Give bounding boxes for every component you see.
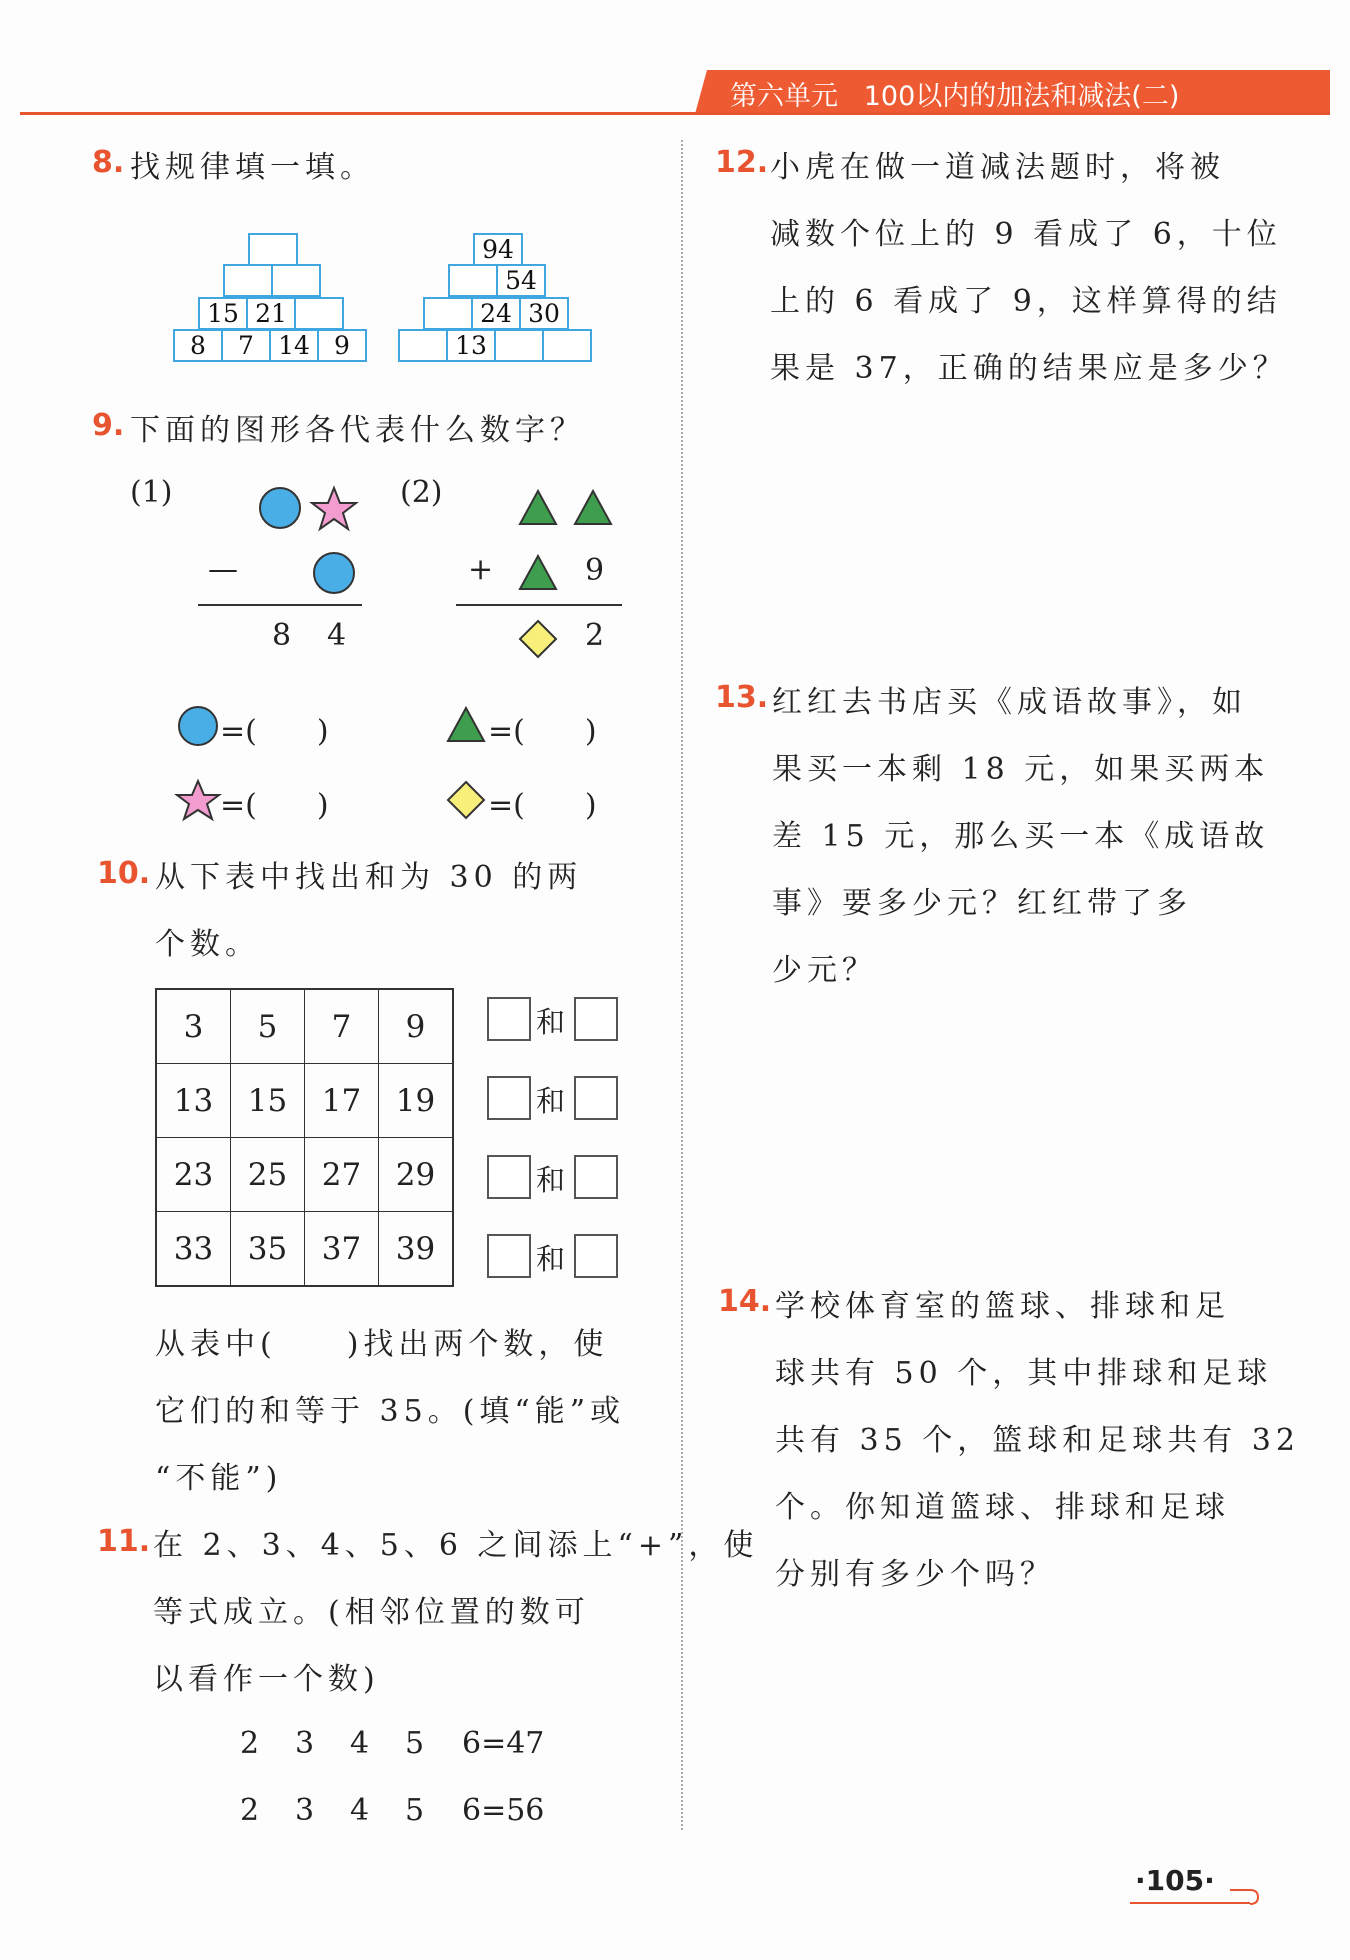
answer-box[interactable] <box>487 1076 531 1120</box>
diamond-icon <box>520 621 556 657</box>
q14-line: 分别有多少个吗？ <box>775 1557 1055 1592</box>
plus-sign: + <box>468 552 494 587</box>
eq-result: 6=56 <box>462 1793 545 1828</box>
q14-number: 14. <box>718 1284 772 1319</box>
star-icon <box>312 488 356 529</box>
triangle-icon <box>448 708 484 741</box>
answer-box[interactable] <box>487 997 531 1041</box>
he-label: 和 <box>536 1163 566 1197</box>
he-label: 和 <box>536 1084 566 1118</box>
table-cell: 39 <box>379 1212 454 1287</box>
number-table <box>155 988 454 1287</box>
eq-digit: 5 <box>405 1726 425 1761</box>
eq-digit: 5 <box>405 1793 425 1828</box>
result-digit: 4 <box>327 618 347 653</box>
q14-line: 球共有 50 个，其中排球和足球 <box>775 1356 1273 1391</box>
circle-icon <box>179 707 217 745</box>
pyr2-cell: 54 <box>496 264 546 297</box>
eq-digit: 4 <box>350 1726 370 1761</box>
q9-number: 9. <box>92 408 125 443</box>
diamond-answer[interactable]: =( ) <box>488 788 597 823</box>
q13-number: 13. <box>715 680 769 715</box>
pyr2-cell: 30 <box>519 297 569 330</box>
table-cell: 13 <box>156 1064 231 1138</box>
pyr1-cell: 9 <box>317 329 367 362</box>
q10-followup: 它们的和等于 35。(填“能”或 <box>155 1394 626 1429</box>
eq-digit: 3 <box>295 1793 315 1828</box>
q12-line: 上的 6 看成了 9，这样算得的结 <box>770 284 1282 319</box>
q11-line: 以看作一个数) <box>153 1662 380 1697</box>
pyr1-cell: 7 <box>221 329 271 362</box>
eq-digit: 2 <box>240 1726 260 1761</box>
answer-box[interactable] <box>574 1234 618 1278</box>
pyr1-cell: 21 <box>246 297 296 330</box>
star-icon <box>177 781 219 819</box>
eq-digit: 3 <box>295 1726 315 1761</box>
q10-number: 10. <box>97 856 151 891</box>
diamond-icon <box>448 782 484 818</box>
table-cell: 17 <box>305 1064 379 1138</box>
table-row <box>156 1064 453 1138</box>
table-cell: 37 <box>305 1212 379 1287</box>
triangle-icon <box>520 556 556 589</box>
table-cell: 9 <box>379 989 454 1064</box>
table-cell: 35 <box>231 1212 305 1287</box>
eq-result: 6=47 <box>462 1726 545 1761</box>
q13-line: 红红去书店买《成语故事》，如 <box>772 685 1247 720</box>
pyr1-cell: 14 <box>269 329 319 362</box>
table-row <box>156 1212 453 1287</box>
q14-line: 共有 35 个，篮球和足球共有 32 <box>775 1423 1300 1458</box>
circle-icon <box>314 553 354 593</box>
table-cell: 5 <box>231 989 305 1064</box>
table-cell: 25 <box>231 1138 305 1212</box>
q13-line: 事》要多少元？红红带了多 <box>772 886 1192 921</box>
q12-line: 小虎在做一道减法题时，将被 <box>770 150 1225 185</box>
circle-answer[interactable]: =( ) <box>220 714 329 749</box>
answer-box[interactable] <box>574 1076 618 1120</box>
pyr2-cell: 24 <box>471 297 521 330</box>
q13-line: 果买一本剩 18 元，如果买两本 <box>772 752 1270 787</box>
q12-line: 果是 37，正确的结果应是多少？ <box>770 351 1288 386</box>
q12-line: 减数个位上的 9 看成了 6，十位 <box>770 217 1282 252</box>
result-digit: 2 <box>585 618 605 653</box>
table-cell: 33 <box>156 1212 231 1287</box>
q14-line: 个。你知道篮球、排球和足球 <box>775 1490 1230 1525</box>
table-row <box>156 1138 453 1212</box>
q9-part1-label: (1) <box>130 475 173 510</box>
he-label: 和 <box>536 1242 566 1276</box>
result-digit: 8 <box>272 618 292 653</box>
pyr2-cell: 94 <box>473 233 523 266</box>
pyr2-cell: 13 <box>446 329 496 362</box>
table-cell: 3 <box>156 989 231 1064</box>
q9-text: 下面的图形各代表什么数字？ <box>130 413 585 448</box>
table-row <box>156 989 453 1064</box>
header-title <box>730 74 1179 113</box>
circle-icon <box>260 488 300 528</box>
q8-number: 8. <box>92 145 125 180</box>
table-cell: 23 <box>156 1138 231 1212</box>
eq-digit: 4 <box>350 1793 370 1828</box>
triangle-icon <box>520 491 556 524</box>
q11-line: 在 2、3、4、5、6 之间添上“+”，使 <box>153 1528 759 1563</box>
q10-line: 个数。 <box>155 927 260 962</box>
he-label: 和 <box>536 1005 566 1039</box>
q11-line: 等式成立。(相邻位置的数可 <box>153 1595 590 1630</box>
table-cell: 27 <box>305 1138 379 1212</box>
q13-line: 差 15 元，那么买一本《成语故 <box>772 819 1270 854</box>
star-answer[interactable]: =( ) <box>220 788 329 823</box>
q10-line: 从下表中找出和为 30 的两 <box>155 860 583 895</box>
page-hook-icon <box>1228 1884 1262 1910</box>
q13-line: 少元？ <box>772 953 877 988</box>
page-number: ·105· <box>1135 1864 1215 1897</box>
triangle-icon <box>575 491 611 524</box>
answer-box[interactable] <box>487 1234 531 1278</box>
table-cell: 29 <box>379 1138 454 1212</box>
pyr1-cell: 15 <box>198 297 248 330</box>
q9-part2-label: (2) <box>400 475 443 510</box>
table-cell: 7 <box>305 989 379 1064</box>
pyr1-cell: 8 <box>173 329 223 362</box>
q10-followup: 从表中( )找出两个数，使 <box>155 1327 609 1362</box>
q11-number: 11. <box>97 1524 151 1559</box>
eq-digit: 2 <box>240 1793 260 1828</box>
minus-sign: — <box>208 552 238 587</box>
q12-number: 12. <box>715 145 769 180</box>
q8-text: 找规律填一填。 <box>130 150 375 185</box>
triangle-answer[interactable]: =( ) <box>488 714 597 749</box>
answer-box[interactable] <box>574 997 618 1041</box>
table-cell: 15 <box>231 1064 305 1138</box>
unit-title: 100以内的加法和减法(二) <box>863 81 1180 112</box>
q10-followup: “不能”) <box>155 1461 283 1496</box>
table-cell: 19 <box>379 1064 454 1138</box>
addend-digit: 9 <box>585 553 605 588</box>
unit-label: 第六单元 <box>730 81 838 112</box>
answer-box[interactable] <box>574 1155 618 1199</box>
q14-line: 学校体育室的篮球、排球和足 <box>775 1289 1230 1324</box>
answer-box[interactable] <box>487 1155 531 1199</box>
